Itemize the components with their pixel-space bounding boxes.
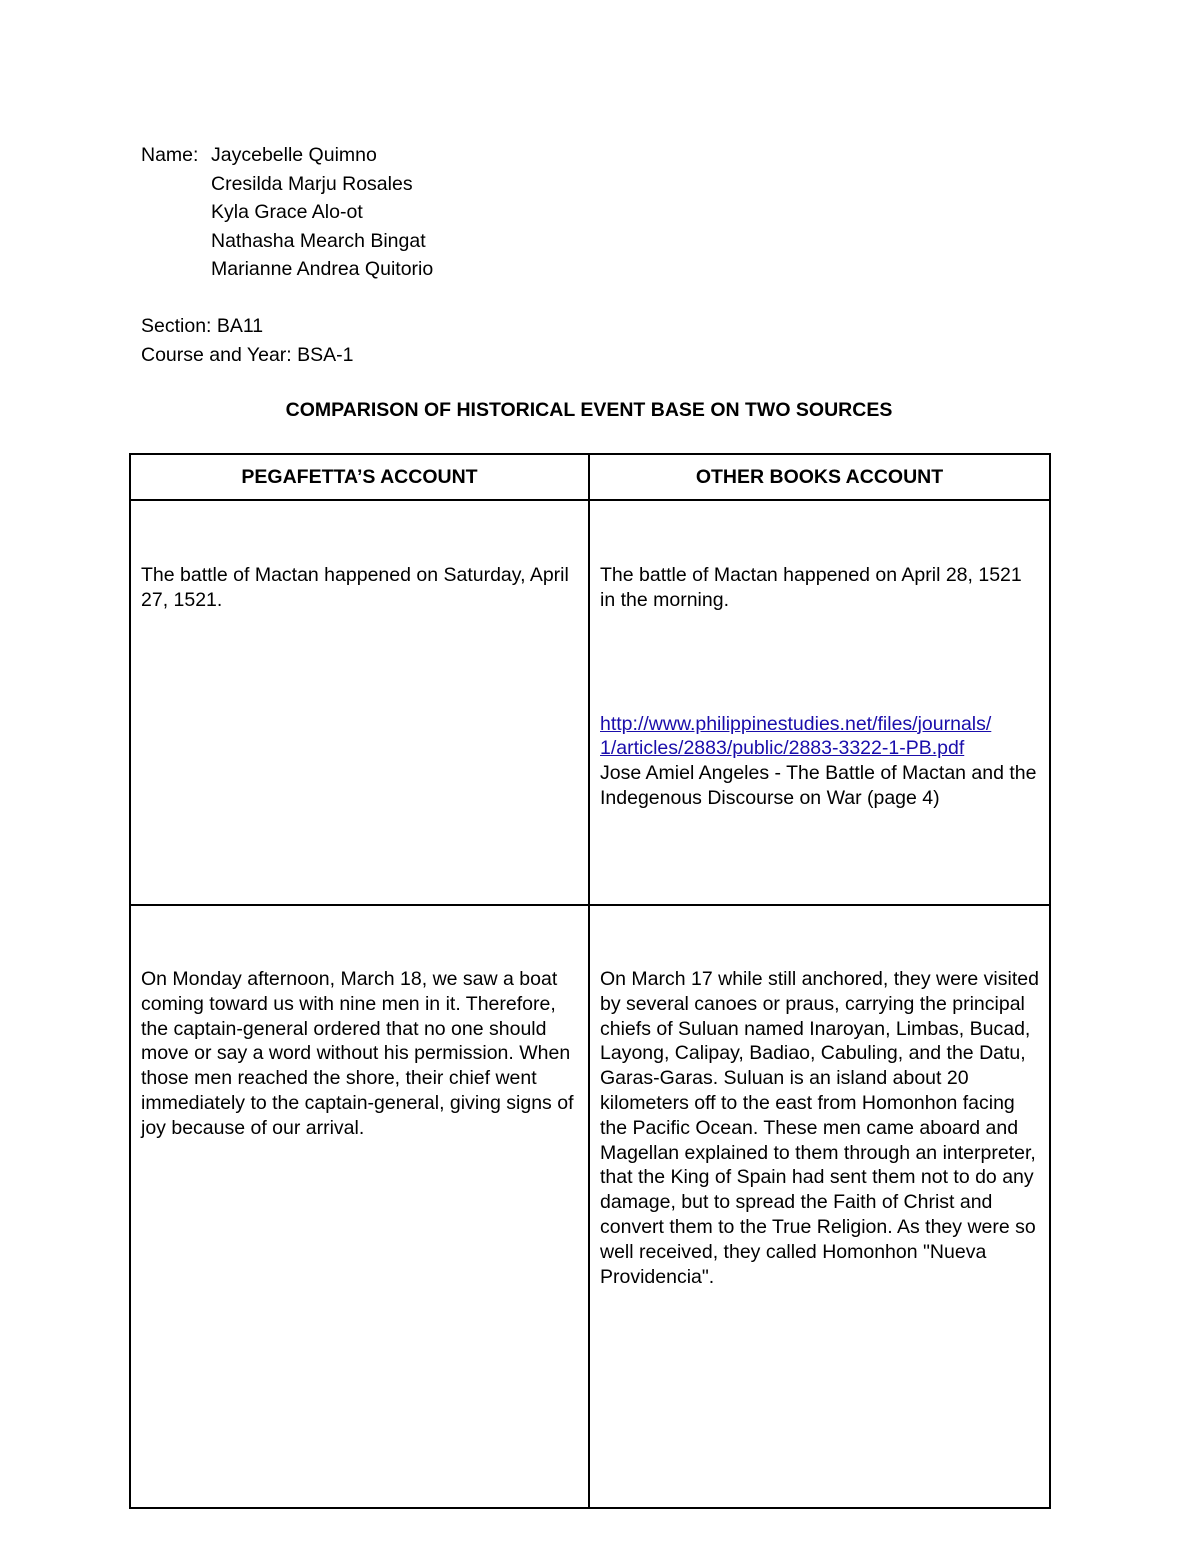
source-citation: Jose Amiel Angeles - The Battle of Mactan and the Indegenous Discourse on War (page 4) bbox=[600, 762, 1037, 809]
cell-text: On March 17 while still anchored, they were visited by several canoes or praus, carrying the principal chiefs of Suluan named Inaroyan, Limbas, Bucad, Layong, Calipay, Badiao, Cabuling, and the Datu, Garas-Garas. Suluan is an island about 20 kilometers off to the east from Homonhon facing the Pacific Ocean. These men came aboard and Magellan explained to them through an interpreter, that the King of Spain had sent them not to do any damage, but to spread the Faith of Christ and convert them to the True Religion. As they were so well received, they called Homonhon "Nueva Providencia". bbox=[600, 968, 1039, 1288]
column-header-pegafetta: PEGAFETTA’S ACCOUNT bbox=[130, 454, 589, 500]
course-year-line: Course and Year: BSA-1 bbox=[141, 343, 354, 366]
table-cell-other-books bbox=[589, 500, 1050, 905]
author-name: Nathasha Mearch Bingat bbox=[211, 229, 426, 252]
spacer bbox=[600, 613, 1039, 712]
table-cell-other-books bbox=[589, 905, 1050, 1508]
meta-block bbox=[141, 312, 353, 369]
table-cell-pegafetta bbox=[130, 500, 589, 905]
author-name: Cresilda Marju Rosales bbox=[211, 172, 413, 195]
table-cell-pegafetta bbox=[130, 905, 589, 1508]
author-name: Kyla Grace Alo-ot bbox=[211, 201, 363, 223]
author-name: Jaycebelle Quimno bbox=[211, 144, 377, 166]
source-link-line[interactable]: 1/articles/2883/public/2883-3322-1-PB.pdf bbox=[600, 737, 965, 760]
source-link-line[interactable]: http://www.philippinestudies.net/files/journals/ bbox=[600, 712, 992, 735]
author-name: Marianne Andrea Quitorio bbox=[211, 258, 434, 280]
cell-text: The battle of Mactan happened on Saturday, April 27, 1521. bbox=[141, 564, 569, 611]
names-block bbox=[141, 141, 433, 284]
cell-text: On Monday afternoon, March 18, we saw a boat coming toward us with nine men in it. Therefore, the captain-general ordered that no one should move or say a word without his permission. When those men reached the shore, their chief went immediately to the captain-general, giving signs of joy because of our arrival. bbox=[141, 968, 574, 1139]
name-row bbox=[141, 141, 433, 170]
table-row bbox=[130, 500, 1050, 905]
table-header-row bbox=[130, 454, 1050, 500]
cell-text: The battle of Mactan happened on April 28, 1521 in the morning. bbox=[600, 564, 1022, 611]
table-row bbox=[130, 905, 1050, 1508]
section-line: Section: BA11 bbox=[141, 315, 264, 337]
comparison-table bbox=[129, 453, 1051, 1509]
name-label: Name: bbox=[141, 144, 199, 166]
document-title: COMPARISON OF HISTORICAL EVENT BASE ON TWO SOURCES bbox=[285, 399, 893, 421]
source-link[interactable] bbox=[600, 712, 1039, 762]
column-header-other-books: OTHER BOOKS ACCOUNT bbox=[589, 454, 1050, 500]
